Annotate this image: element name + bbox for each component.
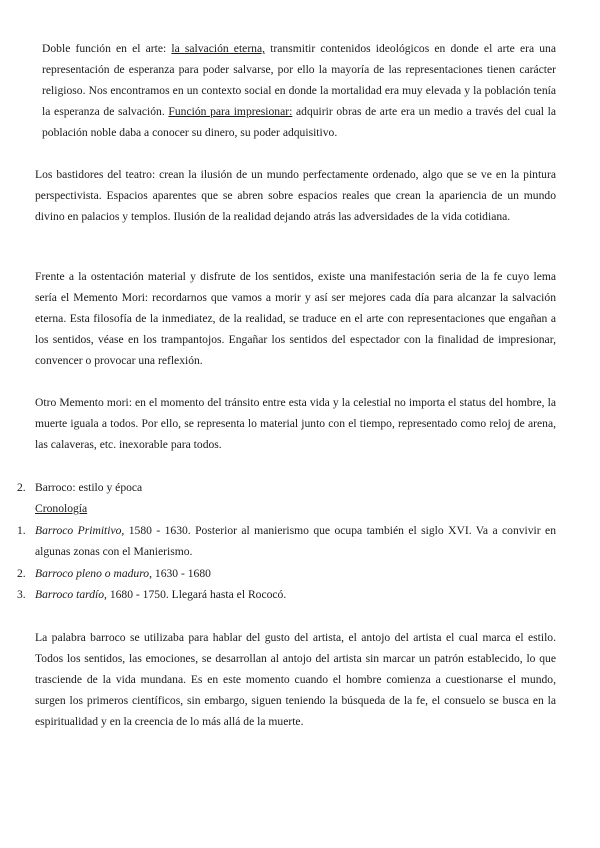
section-number: 2. (17, 481, 26, 494)
section-heading (17, 477, 517, 498)
list-item-text (35, 584, 556, 605)
section-title: Barroco: estilo y época (35, 481, 143, 494)
period-name: Barroco Primitivo (35, 524, 122, 537)
underlined-term-salvation: la salvación eterna, (171, 42, 266, 55)
list-item-text (35, 520, 556, 562)
chronology-subheading: Cronología (35, 502, 88, 515)
period-name: Barroco tardío (35, 588, 105, 601)
paragraph-memento-mori: Frente a la ostentación material y disfrute de los sentidos, existe una manifestación seria de la fe cuyo lema sería el Memento Mori: recordarnos que vamos a morir y así ser mejores cada día para alcanzar la salvación eterna. Esta filosofía de la inmediatez, de la realidad, se traduce en el arte con representaciones que engañan a los sentidos, véase en los trampantojos. Engañar los sentidos del espectador con la finalidad de impresionar, convencer o provocar una reflexión. (35, 270, 556, 367)
period-details: , 1630 - 1680 (149, 567, 211, 580)
paragraph-baroque-term: La palabra barroco se utilizaba para hablar del gusto del artista, el antojo del artista el cual marca el estilo. Todos los sentidos, las emociones, se desarrollan al antojo del artista sin marcar un patrón establecido, lo que trasciende de la vida mundana. Es en este momento cuando el hombre comienza a cuestionarse el mundo, surgen los primeros científicos, sin embargo, siguen teniendo la búsqueda de la fe, el consuelo se busca en la espiritualidad y en la creencia de lo más allá de la muerte. (35, 631, 556, 728)
list-item-number: 1. (17, 524, 26, 537)
paragraph-dual-function (42, 38, 556, 143)
paragraph-other-memento-mori: Otro Memento mori: en el momento del tránsito entre esta vida y la celestial no importa el status del hombre, la muerte iguala a todos. Por ello, se representa lo material junto con el tiempo, representado como reloj de arena, las calaveras, etc. inexorable para todos. (35, 396, 556, 451)
period-name: Barroco pleno o maduro (35, 567, 150, 580)
period-details: , 1580 - 1630. Posterior al manierismo que ocupa también el siglo XVI. Va a convivir en algunas zonas con el Manierismo. (35, 524, 556, 558)
list-item-number: 3. (17, 588, 26, 601)
paragraph-theatre: Los bastidores del teatro: crean la ilusión de un mundo perfectamente ordenado, algo que se ve en la pintura perspectivista. Espacios aparentes que se abren sobre espacios reales que crean la apariencia de un mundo divino en palacios y templos. Ilusión de la realidad dejando atrás las adversidades de la vida cotidiana. (35, 168, 556, 223)
paragraph-text: Doble función en el arte: (42, 42, 172, 55)
list-item-number: 2. (17, 567, 26, 580)
period-details: , 1680 - 1750. Llegará hasta el Rococó. (104, 588, 287, 601)
underlined-term-impress: Función para impresionar: (168, 105, 293, 118)
list-item-text (35, 563, 556, 584)
paragraph-text: adquirir obras de arte era un medio a través del cual la población noble daba a conocer su dinero, su poder adquisitivo. (42, 105, 556, 139)
paragraph-text: transmitir contenidos ideológicos en donde el arte era una representación de esperanza para poder salvarse, por ello la mayoría de las representaciones tienen carácter religioso. Nos encontramos en un contexto social en donde la mortalidad era muy elevada y la población tenía la esperanza de salvación. (42, 42, 556, 118)
